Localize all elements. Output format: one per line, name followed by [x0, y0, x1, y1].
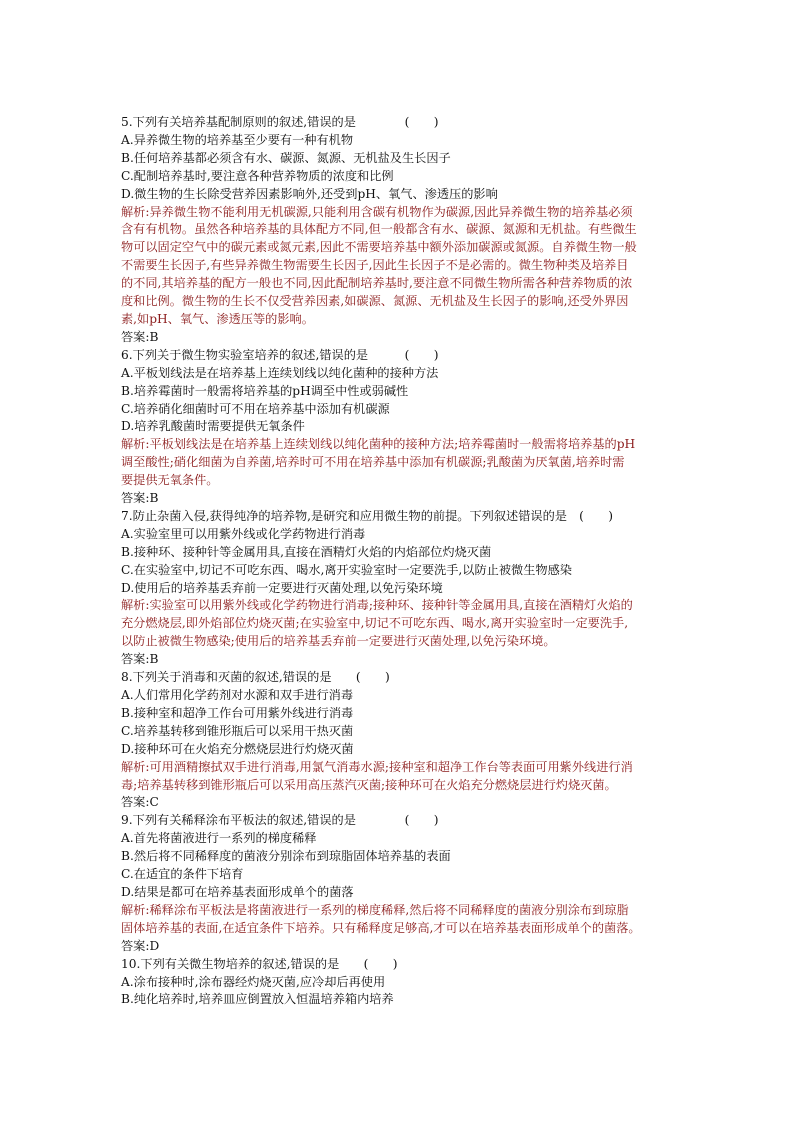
question-stem: 10.下列有关微生物培养的叙述,错误的是 ( )	[121, 956, 398, 971]
answer-option: D.接种环可在火焰充分燃烧层进行灼烧灭菌	[121, 741, 354, 756]
explanation-line: 解析:实验室可以用紫外线或化学药物进行消毒;接种环、接种针等金属用具,直接在酒精灯火焰的	[121, 598, 633, 613]
question-stem: 6.下列关于微生物实验室培养的叙述,错误的是 ( )	[121, 347, 439, 362]
question-block	[121, 812, 711, 955]
answer-option: A.涂布接种时,涂布器经灼烧灭菌,应冷却后再使用	[121, 974, 386, 989]
answer-option: D.结果是都可在培养基表面形成单个的菌落	[121, 884, 354, 899]
explanation-line: 解析:平板划线法是在培养基上连续划线以纯化菌种的接种方法;培养霉菌时一般需将培养基的pH	[121, 437, 636, 452]
answer-key: 答案:B	[121, 329, 159, 344]
answer-option: A.异养微生物的培养基至少要有一种有机物	[121, 132, 354, 147]
answer-option: D.培养乳酸菌时需要提供无氧条件	[121, 419, 305, 434]
answer-key: 答案:B	[121, 652, 159, 667]
explanation-line: 解析:可用酒精擦拭双手进行消毒,用氯气消毒水源;接种室和超净工作台等表面可用紫外线进行消	[121, 759, 633, 774]
answer-option: D.使用后的培养基丢弃前一定要进行灭菌处理,以免污染环境	[121, 580, 443, 595]
answer-option: A.实验室里可以用紫外线或化学药物进行消毒	[121, 526, 366, 541]
question-block	[121, 669, 711, 812]
explanation-line: 不需要生长因子,有些异养微生物需要生长因子,因此生长因子不是必需的。微生物种类及培养目	[121, 258, 629, 273]
answer-option: C.培养基转移到锥形瓶后可以采用干热灭菌	[121, 723, 354, 738]
question-stem: 8.下列关于消毒和灭菌的叙述,错误的是 ( )	[121, 670, 390, 685]
explanation-line: 度和比例。微生物的生长不仅受营养因素,如碳源、氮源、无机盐及生长因子的影响,还受外界因	[121, 294, 629, 309]
explanation-line: 素,如pH、氧气、渗透压等的影响。	[121, 311, 314, 326]
question-list	[121, 114, 711, 1009]
explanation-line: 的不同,其培养基的配方一般也不同,因此配制培养基时,要注意不同微生物所需各种营养物质的浓	[121, 276, 633, 291]
explanation-line: 固体培养基的表面,在适宜条件下培养。只有稀释度足够高,才可以在培养基表面形成单个的菌落。	[121, 920, 641, 935]
answer-key: 答案:C	[121, 795, 159, 810]
answer-option: D.微生物的生长除受营养因素影响外,还受到pH、氧气、渗透压的影响	[121, 186, 498, 201]
answer-option: C.培养硝化细菌时可不用在培养基中添加有机碳源	[121, 401, 390, 416]
explanation-line: 毒;培养基转移到锥形瓶后可以采用高压蒸汽灭菌;接种环可在火焰充分燃烧层进行灼烧灭菌。	[121, 777, 617, 792]
question-block	[121, 956, 711, 1010]
answer-option: C.在实验室中,切记不可吃东西、喝水,离开实验室时一定要洗手,以防止被微生物感染	[121, 562, 572, 577]
answer-option: C.在适宜的条件下培育	[121, 867, 244, 882]
explanation-line: 调至酸性;硝化细菌为自养菌,培养时可不用在培养基中添加有机碳源;乳酸菌为厌氧菌,培养时需	[121, 455, 625, 470]
answer-key: 答案:B	[121, 491, 159, 506]
answer-option: B.培养霉菌时一般需将培养基的pH调至中性或弱碱性	[121, 383, 409, 398]
explanation-line: 物可以固定空气中的碳元素或氮元素,因此不需要培养基中额外添加碳源或氮源。自养微生物一般	[121, 240, 637, 255]
answer-option: B.然后将不同稀释度的菌液分别涂布到琼脂固体培养基的表面	[121, 849, 451, 864]
question-block	[121, 114, 711, 347]
question-stem: 9.下列有关稀释涂布平板法的叙述,错误的是 ( )	[121, 813, 439, 828]
explanation-line: 以防止被微生物感染;使用后的培养基丢弃前一定要进行灭菌处理,以免污染环境。	[121, 634, 556, 649]
answer-option: B.任何培养基都必须含有水、碳源、氮源、无机盐及生长因子	[121, 150, 451, 165]
question-block	[121, 508, 711, 669]
answer-key: 答案:D	[121, 938, 160, 953]
question-stem: 5.下列有关培养基配制原则的叙述,错误的是 ( )	[121, 115, 439, 129]
question-block	[121, 347, 711, 508]
answer-option: B.接种环、接种针等金属用具,直接在酒精灯火焰的内焰部位灼烧灭菌	[121, 544, 492, 559]
answer-option: B.纯化培养时,培养皿应倒置放入恒温培养箱内培养	[121, 992, 394, 1007]
explanation-line: 充分燃烧层,即外焰部位灼烧灭菌;在实验室中,切记不可吃东西、喝水,离开实验室时一定要洗手,	[121, 616, 629, 631]
explanation-line: 含有有机物。虽然各种培养基的具体配方不同,但一般都含有水、碳源、氮源和无机盐。有些微生	[121, 222, 637, 237]
explanation-line: 解析:异养微生物不能利用无机碳源,只能利用含碳有机物作为碳源,因此异养微生物的培养基必须	[121, 204, 633, 219]
answer-option: B.接种室和超净工作台可用紫外线进行消毒	[121, 705, 354, 720]
answer-option: A.平板划线法是在培养基上连续划线以纯化菌种的接种方法	[121, 365, 439, 380]
question-stem: 7.防止杂菌入侵,获得纯净的培养物,是研究和应用微生物的前提。下列叙述错误的是 ( )	[121, 508, 614, 523]
answer-option: A.首先将菌液进行一系列的梯度稀释	[121, 831, 317, 846]
explanation-line: 要提供无氧条件。	[121, 473, 219, 488]
answer-option: A.人们常用化学药剂对水源和双手进行消毒	[121, 688, 354, 702]
explanation-line: 解析:稀释涂布平板法是将菌液进行一系列的梯度稀释,然后将不同稀释度的菌液分别涂布到琼脂	[121, 902, 629, 917]
answer-option: C.配制培养基时,要注意各种营养物质的浓度和比例	[121, 168, 394, 183]
